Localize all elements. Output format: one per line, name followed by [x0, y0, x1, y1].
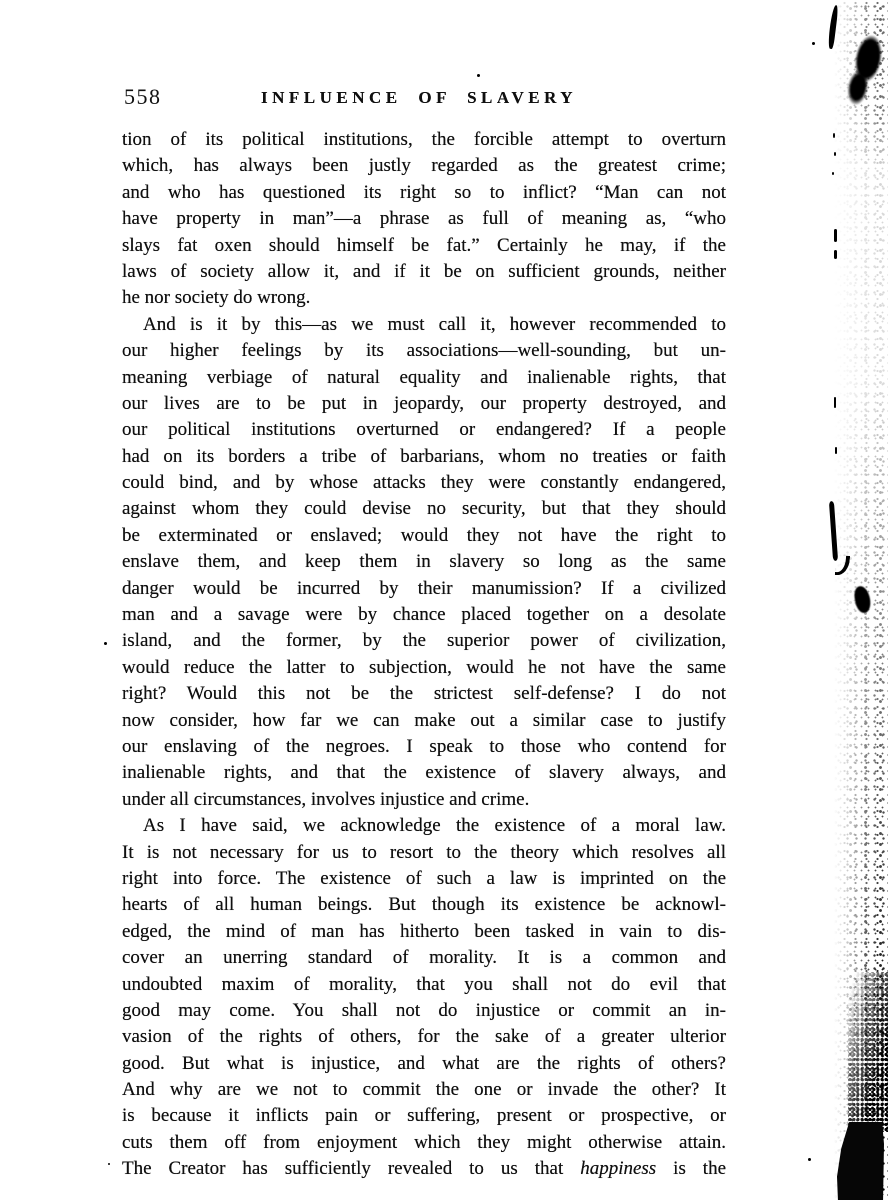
- scan-noise-speck: [808, 1158, 811, 1161]
- text-line: our higher feelings by its associations—well-sounding, but un-: [122, 340, 726, 362]
- text-line: laws of society allow it, and if it be on sufficient grounds, neither: [122, 260, 726, 282]
- scan-noise-speck: [833, 133, 835, 138]
- text-line: hearts of all human beings. But though its existence be acknowl-: [122, 894, 726, 916]
- text-line: island, and the former, by the superior power of civilization,: [122, 630, 726, 652]
- text-line: cuts them off from enjoyment which they might otherwise attain.: [122, 1131, 726, 1153]
- running-title: INFLUENCE OF SLAVERY: [260, 88, 578, 107]
- scan-noise-speck: [812, 42, 815, 45]
- scan-noise-wedge: [848, 972, 888, 1132]
- text-line: would reduce the latter to subjection, would he not have the same: [122, 656, 726, 678]
- text-line: inalienable rights, and that the existence of slavery always, and: [122, 762, 726, 784]
- text-line: be exterminated or enslaved; would they not have the right to: [122, 524, 726, 546]
- text-line: could bind, and by whose attacks they were constantly endangered,: [122, 472, 726, 494]
- text-line: right into force. The existence of such a law is imprinted on the: [122, 867, 726, 889]
- text-line: undoubted maxim of morality, that you shall not do evil that: [122, 973, 726, 995]
- text-line: under all circumstances, involves injustice and crime.: [122, 788, 530, 810]
- text-line: now consider, how far we can make out a similar case to justify: [122, 709, 726, 731]
- text-line: our lives are to be put in jeopardy, our property destroyed, and: [122, 392, 726, 414]
- scan-smudge-bottom-right: [837, 1122, 884, 1200]
- text-line: The Creator has sufficiently revealed to us that happiness is the: [122, 1158, 727, 1180]
- scan-smudge-top-right: [840, 24, 888, 113]
- text-line: which, has always been justly regarded as the greatest crime;: [122, 155, 726, 177]
- page-body: [122, 127, 726, 1183]
- scan-noise-speck: [834, 152, 836, 156]
- text-line: vasion of the rights of others, for the sake of a greater ulterior: [122, 1026, 726, 1048]
- scan-stroke-top: [827, 5, 838, 49]
- scan-noise-speck: [832, 172, 834, 175]
- paragraph: [122, 127, 726, 312]
- scan-noise-speck: [834, 229, 837, 242]
- text-line: As I have said, we acknowledge the existence of a moral law.: [143, 815, 726, 837]
- text-line: enslave them, and keep them in slavery so long as the same: [122, 551, 726, 573]
- text-line: cover an unerring standard of morality. It is a common and: [122, 947, 726, 969]
- italic-word: happiness: [580, 1158, 657, 1180]
- scan-noise-speck: [104, 642, 107, 645]
- text-line: our enslaving of the negroes. I speak to those who contend for: [122, 735, 726, 757]
- scan-smudge-mid-right: [853, 585, 872, 614]
- text-line: had on its borders a tribe of barbarians, whom no treaties or faith: [122, 445, 726, 467]
- text-line: tion of its political institutions, the forcible attempt to overturn: [122, 129, 726, 150]
- text-line: good. But what is injustice, and what are the rights of others?: [122, 1052, 726, 1074]
- scan-noise-speck: [108, 1163, 110, 1165]
- scan-stroke-mid: [829, 501, 838, 561]
- text-line: he nor society do wrong.: [122, 287, 311, 309]
- scan-noise-speck: [834, 250, 837, 259]
- text-line: slays fat oxen should himself be fat.” Certainly he may, if the: [122, 234, 726, 256]
- text-line: right? Would this not be the strictest self-defense? I do not: [122, 683, 726, 705]
- text-line: man and a savage were by chance placed together on a desolate: [122, 604, 726, 626]
- text-line: meaning verbiage of natural equality and inalienable rights, that: [122, 366, 726, 388]
- text-line: edged, the mind of man has hitherto been tasked in vain to dis-: [122, 920, 726, 942]
- text-line: is because it inflicts pain or suffering, present or prospective, or: [122, 1105, 726, 1127]
- text-line: and who has questioned its right so to inflict? “Man can not: [122, 181, 726, 203]
- running-head: [122, 84, 726, 114]
- text-line: against whom they could devise no security, but that they should: [122, 498, 726, 520]
- paragraph: [122, 312, 726, 813]
- scan-noise-speck: [477, 74, 480, 77]
- text-line: And is it by this—as we must call it, however recommended to: [143, 313, 726, 335]
- page-number: 558: [124, 84, 162, 109]
- scan-noise-speck: [835, 447, 837, 454]
- text-line: And why are we not to commit the one or invade the other? It: [122, 1079, 726, 1101]
- text-line: have property in man”—a phrase as full of meaning as, “who: [122, 208, 726, 230]
- text-line: It is not necessary for us to resort to the theory which resolves all: [122, 841, 726, 863]
- text-line: danger would be incurred by their manumission? If a civilized: [122, 577, 726, 599]
- paragraph: [122, 813, 726, 1182]
- text-line: our political institutions overturned or endangered? If a people: [122, 419, 726, 441]
- text-line: good may come. You shall not do injustice or commit an in-: [122, 999, 726, 1021]
- scan-noise-speck: [834, 397, 836, 408]
